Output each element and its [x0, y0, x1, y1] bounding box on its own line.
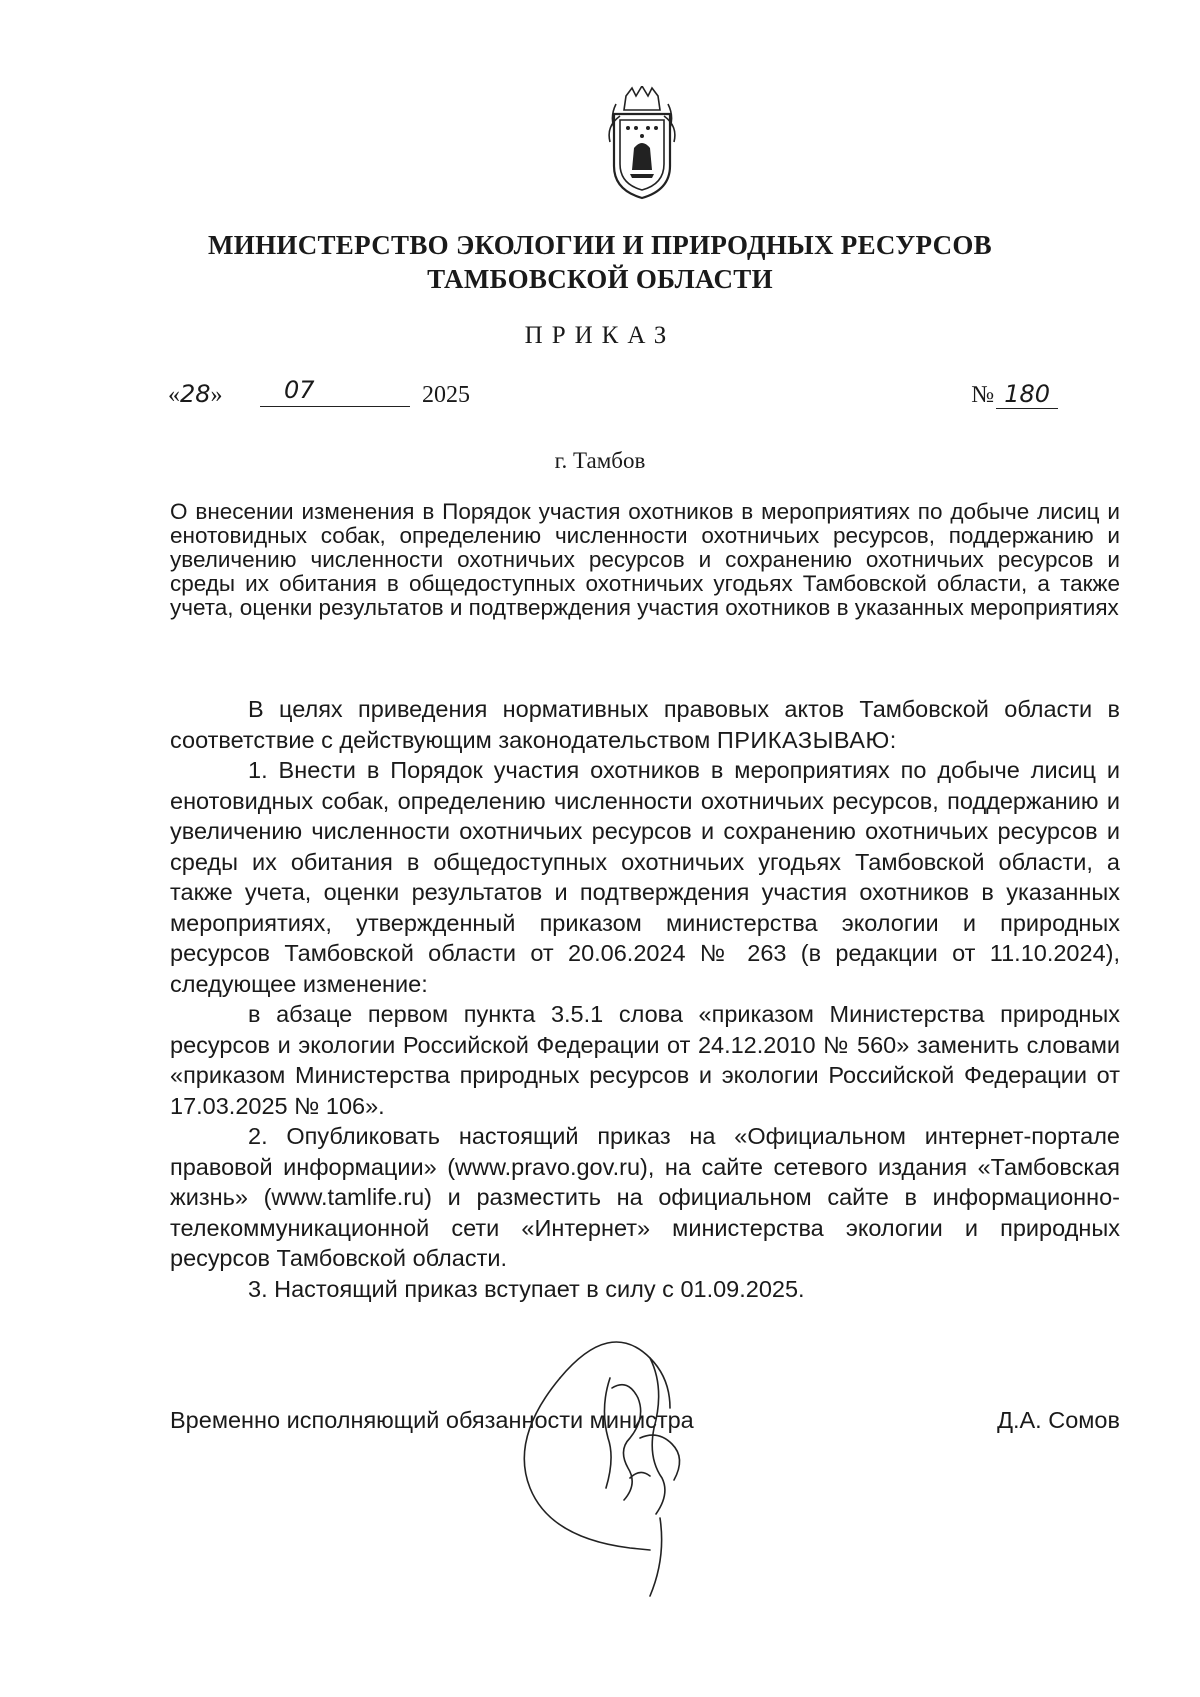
document-number-value: 180 [996, 380, 1058, 409]
organization-name-line1: МИНИСТЕРСТВО ЭКОЛОГИИ И ПРИРОДНЫХ РЕСУРСОВ [208, 230, 992, 260]
document-subject: О внесении изменения в Порядок участия охотников в мероприятиях по добыче лисиц и енотовидных собак, определению численности охотничьих ресурсов, поддержанию и увеличению численности охотничьих ресурсов и сохранению охотничьих ресурсов и среды их обитания в общедоступных охотничьих угодьях Тамбовской области, а также учета, оценки результатов и подтверждения участия охотников в указанных мероприятиях [170, 499, 1120, 620]
handwritten-signature-icon [500, 1318, 800, 1598]
date-year: 2025 [422, 382, 470, 408]
item-3: 3. Настоящий приказ вступает в силу с 01.09.2025. [248, 1275, 805, 1302]
preamble-text: В целях приведения нормативных правовых актов Тамбовской области в соответствие с действующим законодательством [170, 696, 1120, 753]
date-day-open-quote: « [168, 382, 180, 408]
date-month-value: 07 [284, 376, 315, 404]
item-1-change: в абзаце первом пункта 3.5.1 слова «приказом Министерства природных ресурсов и экологии Российской Федерации от 24.12.2010 № 560» заменить словами «приказом Министерства природных ресурсов и экологии Российской Федерации от 17.03.2025 № 106». [170, 1001, 1120, 1119]
coat-of-arms-icon [596, 86, 688, 206]
date-day-value: 28 [180, 380, 211, 408]
item-1: 1. Внести в Порядок участия охотников в мероприятиях по добыче лисиц и енотовидных собак, определению численности охотничьих ресурсов, поддержанию и увеличению численности охотничьих ресурсов и сохранению охотничьих ресурсов и среды их обитания в общедоступных охотничьих угодьях Тамбовской области, а также учета, оценки результатов и подтверждения участия охотников в указанных мероприятиях, утвержденный приказом министерства экологии и природных ресурсов Тамбовской области от 20.06.2024 № 263 (в редакции от 11.10.2024), следующее изменение: [170, 757, 1120, 997]
organization-name-line2: ТАМБОВСКОЙ ОБЛАСТИ [427, 264, 773, 294]
item-2: 2. Опубликовать настоящий приказ на «Официальном интернет-портале правовой информации» (www.pravo.gov.ru), на сайте сетевого издания «Тамбовская жизнь» (www.tamlife.ru) и разместить на официальном сайте в информационно-телекоммуникационной сети «Интернет» министерства экологии и природных ресурсов Тамбовской области. [170, 1123, 1120, 1271]
signatory-position: Временно исполняющий обязанности министра [170, 1407, 694, 1433]
document-number [971, 380, 1058, 409]
preamble-paragraph [170, 694, 1120, 755]
date-month [260, 376, 410, 407]
signature-block [170, 1407, 1120, 1447]
document-type: ПРИКАЗ [524, 322, 676, 349]
date-number-row [168, 372, 1118, 422]
organization-name [0, 228, 1200, 296]
command-word: ПРИКАЗЫВАЮ: [716, 726, 897, 753]
number-sign: № [971, 382, 995, 408]
document-body [170, 694, 1120, 1304]
city: г. Тамбов [554, 448, 646, 473]
date-day-close-quote: » [210, 382, 223, 408]
date-day [168, 380, 223, 409]
signatory-name: Д.А. Сомов [997, 1407, 1120, 1433]
